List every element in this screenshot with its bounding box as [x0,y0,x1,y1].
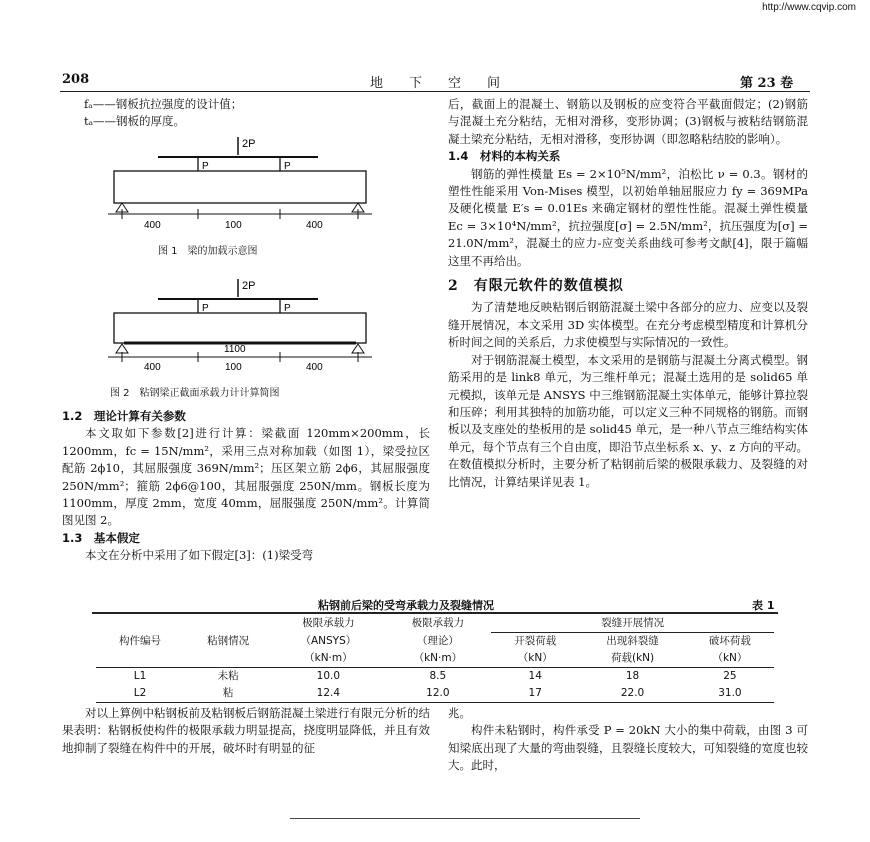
beam-outline [114,171,366,203]
header-theory-3: （kN·m） [413,652,463,664]
section-1-2-paragraph: 本文取如下参数[2]进行计算：梁截面 120mm×200mm，长 1200mm，fc = 15N/mm²，采用三点对称加载（如图 1），梁受拉区配筋 2ϕ10，其屈服强度 369N/mm²；压区架立筋 2ϕ6，其屈服强度 250N/mm²；箍筋 2ϕ6@100，其屈服强度 250N/mm。钢板长度为1100mm，厚度 2mm，宽度 40mm，屈服强度 250N/mm²。计算简图见图 2。 [62,426,430,528]
journal-name: 地 下 空 间 [370,76,501,91]
header-member-id: 构件编号 [119,634,162,647]
cell-ansys: 10.0 [316,670,341,682]
load-label-2p: 2P [242,138,256,150]
page-number: 208 [62,72,90,87]
header-theory-2: （理论） [416,634,459,647]
section-1-4-heading: 1.4 材料的本构关系 [448,149,561,164]
table-top-rule [92,612,778,614]
header-crack-group: 裂缝开展情况 [491,615,774,633]
cell-theory: 12.0 [426,687,450,699]
conclusion-paragraph: 对以上算例中粘钢板前及粘钢板后钢筋混凝土梁进行有限元分析的结果表明：粘钢板使构件的极限承载力明显提高，挠度明显降低，并且有效地抑制了裂缝在构件中的开展，破坏时有明显的征 [62,706,430,755]
dimension-seg-2: 100 [225,362,242,373]
load-label-p-left: P [202,161,209,172]
crack-analysis-paragraph: 构件未粘钢时，构件承受 P = 20kN 大小的集中荷载，由图 3 可知梁底出现了大量的弯曲裂缝，且裂缝长度较大，可知裂缝的宽度也较大。此时， [448,723,808,773]
figure-2-calculation-diagram [100,277,380,375]
definition-ta: tₐ——钢板的厚度。 [84,114,186,129]
bottom-left-column [62,705,430,757]
section-2-heading: 2 有限元软件的数值模拟 [448,278,624,295]
load-label-p-right: P [284,161,291,172]
header-crack-load: 开裂荷载 [514,635,557,647]
right-column-body [448,96,808,491]
section-1-4-paragraph: 钢筋的弹性模量 Es = 2×10⁵N/mm²，泊松比 ν = 0.3。钢材的塑性性能采用 Von-Mises 模型，以初始单轴屈服应力 fy = 369MPa 及硬化模量 E′s = 0.01Es 来确定钢材的塑性性能。混凝土弹性模量 Ec = 3×10⁴N/mm²，抗拉强度[σ] = 2.5N/mm²，抗压强度为[σ] = 21.0N/mm²，混凝土的应力-应变关系曲线可参考文献[4]，限于篇幅这里不再给出。 [448,166,808,268]
beam-outline [114,313,366,343]
left-column-body [62,408,430,565]
support-left [116,344,128,353]
conclusion-continued: 兆。 [448,706,471,720]
cell-crack-load: 14 [528,670,542,682]
load-label-2p: 2P [242,280,256,292]
figure-2-caption: 图 2 粘钢梁正截面承载力计计算简图 [110,388,280,399]
table-1 [96,615,774,703]
source-url: http://www.cqvip.com [762,2,856,13]
table-1-label: 表 1 [752,599,775,612]
section-1-2-heading: 1.2 理论计算有关参数 [62,409,186,423]
assumptions-continued: 后，截面上的混凝土、钢筋以及钢板的应变符合平截面假定；(2)钢筋与混凝土充分粘结，无相对滑移，变形协调；(3)钢板与被粘结钢筋混凝土梁充分粘结，无相对滑移，变形协调（即忽略粘结胶的影响）。 [448,97,808,146]
header-diagonal-crack-load-unit: 荷载(kN) [610,652,655,664]
header-ansys-2: （ANSYS） [300,634,357,647]
section-2-paragraph-2: 对于钢筋混凝土模型，本文采用的是钢筋与混凝土分离式模型。钢筋采用的是 link8 单元，为三维杆单元；混凝土选用的是 solid65 单元模拟，该单元是 ANSYS 中三维钢筋混凝土实体单元，能够计算拉裂和压碎；利用其独特的加筋功能，可以定义三种不同规格的钢筋。而钢板以及支座处的垫板用的是 solid45 单元，是一种八节点三维结构实体单元，每个节点有三个自由度，即沿节点坐标系 x、y、z 方向的平动。在数值模拟分析时，主要分析了粘钢前后梁的极限承载力、及裂缝的对比情况，计算结果详见表 1。 [448,352,808,489]
dimension-seg-3: 400 [306,220,323,231]
cell-state: 粘 [222,687,234,699]
cell-state: 未粘 [217,670,239,682]
cell-failure-load: 31.0 [718,687,742,699]
cell-ansys: 12.4 [316,687,341,699]
cell-theory: 8.5 [429,670,447,682]
dimension-seg-1: 400 [144,362,161,373]
section-2-paragraph-1: 为了清楚地反映粘钢后钢筋混凝土梁中各部分的应力、应变以及裂缝开展情况，本文采用 3D 实体模型。在充分考虑模型精度和计算机分析时间之间的关系后，力求使模型与实际情况的一致性。 [448,300,808,350]
load-label-p-left: P [202,303,209,314]
footer-rule [290,818,640,819]
load-label-p-right: P [284,303,291,314]
header-diagonal-crack-load: 出现斜裂缝 [606,635,659,647]
table-1-title: 粘钢前后梁的受弯承载力及裂缝情况 [318,599,494,612]
cell-diagonal-crack-load: 22.0 [620,687,645,699]
cell-diagonal-crack-load: 18 [625,670,640,682]
header-ansys-3: （kN·m） [304,652,353,664]
table-row [96,668,774,686]
dimension-seg-2: 100 [225,220,242,231]
section-1-3-paragraph: 本文在分析中采用了如下假定[3]：(1)梁受弯 [85,548,314,563]
symbol-definitions [84,96,424,131]
table-row [96,685,774,703]
cell-failure-load: 25 [723,670,737,682]
bottom-right-column [448,705,808,775]
header-failure-load: 破坏荷载 [708,635,751,647]
plate-length-label: 1100 [224,344,246,355]
figure-1-caption: 图 1 梁的加载示意图 [158,246,258,257]
section-1-3-heading: 1.3 基本假定 [62,530,140,545]
volume-label: 第 23 卷 [740,76,794,91]
header-failure-load-unit: （kN） [712,652,748,664]
header-theory-1: 极限承载力 [411,617,465,630]
figure-1-loading-diagram [100,133,380,233]
cell-id: L2 [133,687,147,699]
cell-crack-load: 17 [528,687,542,699]
dimension-seg-1: 400 [144,220,161,231]
header-rule [60,91,810,92]
cell-id: L1 [133,670,147,682]
header-bonding-state: 粘钢情况 [207,634,250,647]
definition-fa: fₐ——钢板抗拉强度的设计值； [84,97,243,111]
header-crack-load-unit: （kN） [517,652,553,664]
header-ansys-1: 极限承载力 [302,617,355,630]
support-right [352,344,364,353]
dimension-seg-3: 400 [306,362,323,373]
